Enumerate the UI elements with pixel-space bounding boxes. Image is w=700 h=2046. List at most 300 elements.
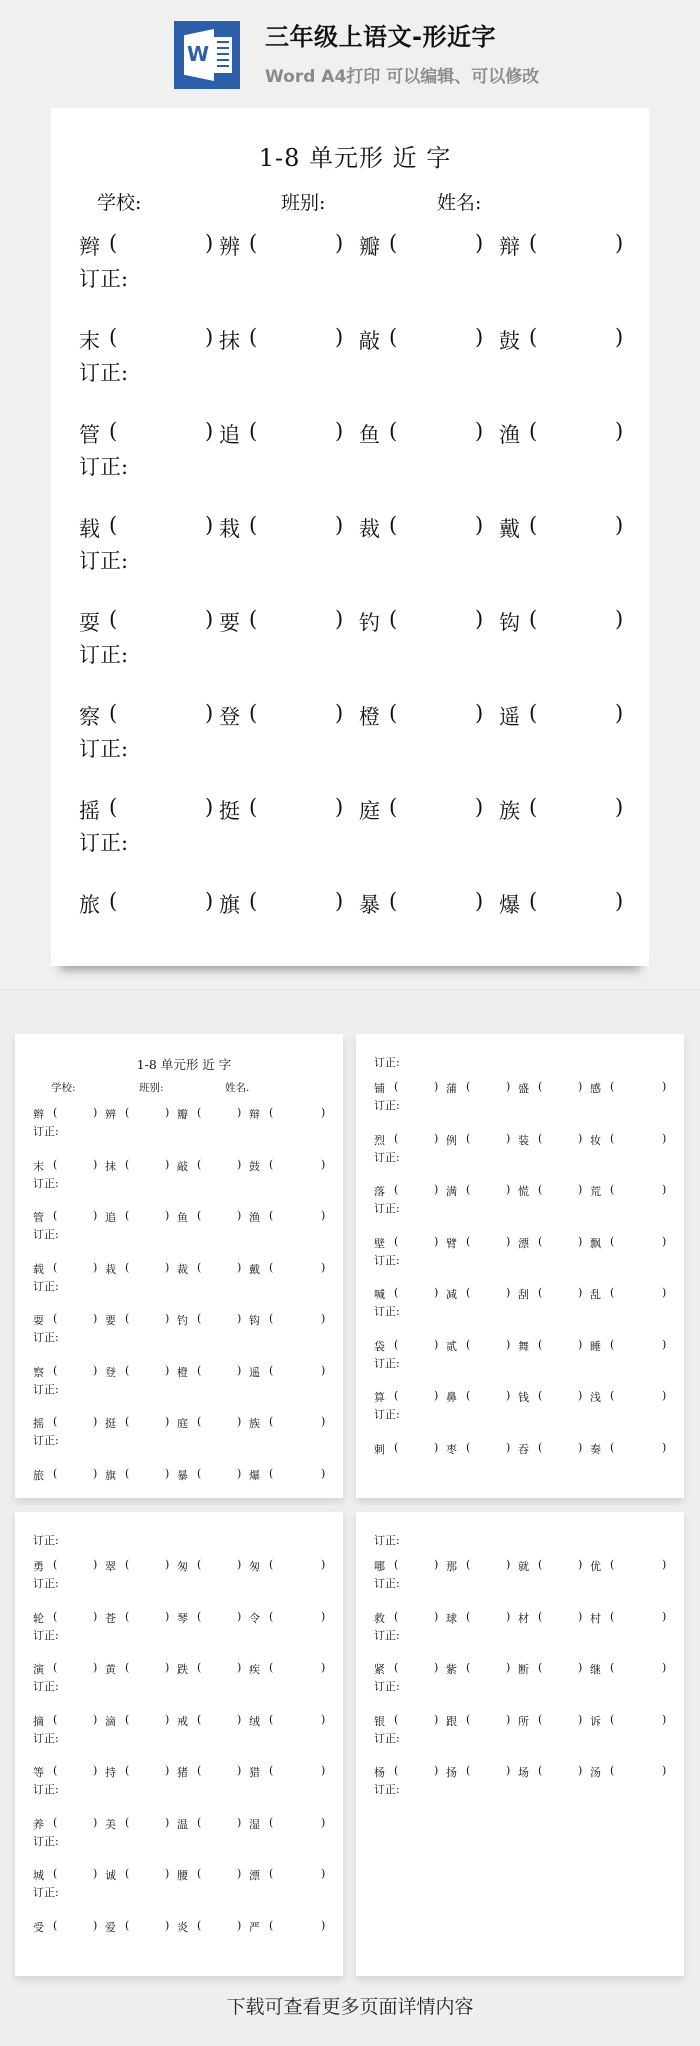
blank-close-paren: )	[165, 1661, 170, 1674]
blank-open-paren: (	[538, 1609, 543, 1623]
exercise-line	[79, 607, 639, 637]
blank-close-paren: )	[506, 1080, 511, 1093]
blank-open-paren: (	[125, 1609, 130, 1623]
correction-label: 订正:	[79, 643, 129, 667]
character: 爆	[499, 893, 520, 917]
exercise-line	[79, 325, 639, 355]
blank-close-paren: )	[434, 1080, 439, 1093]
blank-close-paren: )	[475, 795, 484, 819]
character: 鱼	[177, 1211, 188, 1224]
blank-close-paren: )	[434, 1286, 439, 1299]
character: 诚	[105, 1869, 116, 1882]
blank-open-paren: (	[529, 513, 538, 537]
exercise-line	[79, 795, 639, 825]
blank-close-paren: )	[662, 1609, 667, 1623]
blank-close-paren: )	[93, 1918, 98, 1932]
blank-close-paren: )	[205, 231, 214, 255]
correction-label: 订正:	[374, 1628, 400, 1642]
character: 末	[33, 1159, 44, 1173]
correction-label: 订正:	[33, 1886, 59, 1899]
blank-open-paren: (	[389, 419, 398, 443]
character: 城	[33, 1869, 44, 1882]
blank-close-paren: )	[578, 1712, 583, 1726]
thumbnail-exercise-row	[374, 1441, 674, 1477]
blank-open-paren: (	[53, 1712, 58, 1726]
blank-close-paren: )	[237, 1106, 242, 1119]
thumbnail-exercise-row	[33, 1415, 333, 1451]
blank-close-paren: )	[321, 1312, 326, 1325]
character: 钩	[249, 1314, 260, 1327]
character: 橙	[359, 705, 380, 729]
blank-close-paren: )	[237, 1558, 242, 1571]
blank-close-paren: )	[662, 1389, 667, 1402]
blank-close-paren: )	[615, 701, 624, 725]
correction-label: 订正:	[33, 1628, 59, 1642]
blank-close-paren: )	[165, 1157, 170, 1171]
blank-open-paren: (	[197, 1558, 202, 1571]
blank-close-paren: )	[335, 607, 344, 631]
blank-close-paren: )	[615, 419, 624, 443]
correction-label: 订正:	[33, 1534, 59, 1547]
character: 渔	[499, 423, 520, 447]
blank-open-paren: (	[53, 1209, 58, 1222]
exercise-row	[79, 325, 639, 385]
correction-label: 订正:	[374, 1408, 400, 1421]
character: 烈	[374, 1133, 385, 1147]
blank-open-paren: (	[269, 1157, 274, 1171]
character: 辨	[219, 235, 240, 259]
blank-close-paren: )	[165, 1867, 170, 1880]
blank-open-paren: (	[610, 1712, 615, 1726]
blank-close-paren: )	[93, 1209, 98, 1222]
blank-open-paren: (	[125, 1106, 130, 1119]
blank-close-paren: )	[165, 1764, 170, 1777]
blank-open-paren: (	[53, 1260, 58, 1274]
blank-close-paren: )	[615, 795, 624, 819]
exercise-line	[79, 513, 639, 543]
blank-close-paren: )	[335, 513, 344, 537]
blank-close-paren: )	[434, 1234, 439, 1248]
blank-close-paren: )	[93, 1466, 98, 1480]
character: 戴	[499, 517, 520, 541]
blank-close-paren: )	[321, 1918, 326, 1932]
correction-label: 订正:	[33, 1331, 59, 1344]
blank-close-paren: )	[93, 1363, 98, 1377]
blank-close-paren: )	[615, 325, 624, 349]
thumbnail-exercise-row	[374, 1558, 674, 1594]
character: 渔	[249, 1211, 260, 1224]
character: 旗	[105, 1468, 116, 1482]
character: 算	[374, 1391, 385, 1404]
character: 滴	[105, 1714, 116, 1728]
word-icon-lines	[214, 37, 232, 73]
blank-close-paren: )	[434, 1183, 439, 1196]
blank-close-paren: )	[93, 1157, 98, 1171]
thumbnail-exercise-row	[374, 1338, 674, 1374]
character: 族	[249, 1417, 260, 1430]
thumbnail-exercise-row	[33, 1713, 333, 1749]
character: 壁	[374, 1236, 385, 1250]
character: 继	[590, 1663, 601, 1676]
thumbnail-page-3[interactable]	[15, 1512, 343, 1976]
character: 荒	[590, 1185, 601, 1198]
thumbnail-school-label: 学校:	[51, 1082, 76, 1094]
character: 爱	[105, 1920, 116, 1934]
blank-open-paren: (	[466, 1389, 471, 1402]
blank-close-paren: )	[506, 1764, 511, 1777]
blank-close-paren: )	[237, 1260, 242, 1274]
blank-open-paren: (	[538, 1234, 543, 1248]
character: 旗	[219, 893, 240, 917]
blank-close-paren: )	[93, 1867, 98, 1880]
character: 受	[33, 1920, 44, 1934]
blank-open-paren: (	[269, 1106, 274, 1119]
blank-close-paren: )	[321, 1867, 326, 1880]
blank-open-paren: (	[53, 1918, 58, 1932]
blank-open-paren: (	[394, 1764, 399, 1777]
blank-close-paren: )	[237, 1661, 242, 1674]
header	[0, 0, 700, 100]
character: 鱼	[359, 423, 380, 447]
blank-close-paren: )	[434, 1558, 439, 1571]
correction-label: 订正:	[79, 361, 129, 385]
correction-label: 订正:	[33, 1382, 59, 1396]
character: 匆	[249, 1560, 260, 1573]
blank-close-paren: )	[321, 1815, 326, 1829]
blank-open-paren: (	[466, 1558, 471, 1571]
blank-open-paren: (	[610, 1286, 615, 1299]
blank-open-paren: (	[197, 1918, 202, 1932]
blank-open-paren: (	[197, 1106, 202, 1119]
character: 演	[33, 1663, 44, 1676]
character: 鼓	[249, 1159, 260, 1173]
correction-label: 订正:	[33, 1680, 59, 1693]
character: 跌	[177, 1663, 188, 1676]
thumbnail-exercise-row	[374, 1132, 674, 1168]
character: 猪	[177, 1766, 188, 1779]
blank-close-paren: )	[321, 1209, 326, 1222]
thumbnail-exercise-row	[33, 1158, 333, 1194]
blank-close-paren: )	[237, 1867, 242, 1880]
blank-close-paren: )	[321, 1466, 326, 1480]
correction-label: 订正:	[374, 1253, 400, 1267]
document-subtitle: Word A4打印 可以编辑、可以修改	[265, 67, 540, 87]
blank-open-paren: (	[610, 1764, 615, 1777]
correction-label: 订正:	[374, 1202, 400, 1215]
character: 要	[105, 1314, 116, 1327]
character: 蒲	[446, 1082, 457, 1095]
blank-close-paren: )	[434, 1609, 439, 1623]
blank-close-paren: )	[165, 1609, 170, 1623]
blank-open-paren: (	[394, 1661, 399, 1674]
character: 紧	[374, 1663, 385, 1676]
character: 铺	[374, 1082, 385, 1095]
blank-close-paren: )	[662, 1661, 667, 1674]
thumbnail-class-label: 班别:	[139, 1082, 164, 1094]
character: 断	[518, 1663, 529, 1676]
character: 登	[105, 1365, 116, 1379]
thumbnail-exercise-row	[374, 1661, 674, 1697]
character: 敲	[359, 329, 380, 353]
character: 袋	[374, 1339, 385, 1353]
blank-open-paren: (	[197, 1867, 202, 1880]
thumbnail-exercise-row	[33, 1558, 333, 1594]
character: 等	[33, 1766, 44, 1779]
thumbnail-exercise-row	[33, 1364, 333, 1400]
character: 挺	[219, 799, 240, 823]
blank-open-paren: (	[53, 1558, 58, 1571]
exercise-row	[79, 231, 639, 291]
thumbnail-exercise-row	[374, 1080, 674, 1116]
character: 枣	[446, 1442, 457, 1456]
blank-open-paren: (	[125, 1918, 130, 1932]
blank-open-paren: (	[125, 1312, 130, 1325]
blank-close-paren: )	[205, 513, 214, 537]
blank-close-paren: )	[237, 1764, 242, 1777]
blank-close-paren: )	[93, 1609, 98, 1623]
character: 村	[590, 1611, 601, 1625]
blank-close-paren: )	[578, 1234, 583, 1248]
blank-close-paren: )	[321, 1764, 326, 1777]
thumbnail-page-4[interactable]	[356, 1512, 684, 1976]
blank-open-paren: (	[249, 513, 258, 537]
character: 扬	[446, 1766, 457, 1779]
character: 琴	[177, 1611, 188, 1625]
character: 遥	[249, 1365, 260, 1379]
blank-open-paren: (	[53, 1764, 58, 1777]
thumbnail-exercise-row	[33, 1312, 333, 1348]
blank-open-paren: (	[269, 1260, 274, 1274]
blank-open-paren: (	[125, 1415, 130, 1428]
correction-label: 订正:	[33, 1731, 59, 1745]
character: 盛	[518, 1082, 529, 1095]
character: 腰	[177, 1869, 188, 1882]
correction-label: 订正:	[374, 1577, 400, 1590]
blank-close-paren: )	[578, 1558, 583, 1571]
thumbnail-page-2[interactable]	[356, 1034, 684, 1498]
blank-open-paren: (	[269, 1363, 274, 1377]
blank-close-paren: )	[237, 1609, 242, 1623]
exercise-row	[79, 701, 639, 761]
character: 爆	[249, 1468, 260, 1482]
character: 挺	[105, 1417, 116, 1430]
blank-close-paren: )	[321, 1363, 326, 1377]
character: 轮	[33, 1611, 44, 1625]
exercise-row	[79, 607, 639, 667]
character: 臂	[446, 1236, 457, 1250]
blank-open-paren: (	[610, 1234, 615, 1248]
character: 救	[374, 1611, 385, 1625]
character: 钱	[518, 1391, 529, 1404]
correction-label: 订正:	[33, 1577, 59, 1590]
blank-open-paren: (	[394, 1131, 399, 1145]
correction-label: 订正:	[33, 1834, 59, 1848]
character: 管	[79, 423, 100, 447]
character: 察	[79, 705, 100, 729]
character: 载	[33, 1262, 44, 1276]
character: 持	[105, 1766, 116, 1779]
blank-close-paren: )	[93, 1815, 98, 1829]
blank-open-paren: (	[394, 1234, 399, 1248]
character: 摘	[33, 1714, 44, 1728]
character: 美	[105, 1817, 116, 1831]
character: 优	[590, 1560, 601, 1573]
blank-open-paren: (	[53, 1106, 58, 1119]
character: 橙	[177, 1365, 188, 1379]
blank-open-paren: (	[125, 1157, 130, 1171]
thumbnail-exercise-row	[374, 1286, 674, 1322]
correction-label: 订正:	[33, 1176, 59, 1190]
character: 庭	[177, 1417, 188, 1430]
thumbnail-page-1[interactable]	[15, 1034, 343, 1498]
character: 耍	[79, 611, 100, 635]
blank-open-paren: (	[538, 1558, 543, 1571]
blank-open-paren: (	[125, 1558, 130, 1571]
character: 喊	[374, 1288, 385, 1301]
character: 栽	[219, 517, 240, 541]
blank-close-paren: )	[165, 1466, 170, 1480]
blank-close-paren: )	[578, 1080, 583, 1093]
blank-open-paren: (	[389, 701, 398, 725]
character: 落	[374, 1185, 385, 1198]
blank-close-paren: )	[506, 1234, 511, 1248]
blank-open-paren: (	[394, 1712, 399, 1726]
blank-close-paren: )	[475, 325, 484, 349]
blank-close-paren: )	[578, 1286, 583, 1299]
correction-label: 订正:	[79, 455, 129, 479]
character: 舞	[518, 1339, 529, 1353]
blank-open-paren: (	[466, 1440, 471, 1454]
blank-open-paren: (	[389, 513, 398, 537]
blank-close-paren: )	[335, 231, 344, 255]
character: 载	[79, 517, 100, 541]
character: 钓	[359, 611, 380, 635]
thumbnail-exercise-row	[374, 1235, 674, 1271]
character: 例	[446, 1133, 457, 1147]
blank-open-paren: (	[466, 1131, 471, 1145]
blank-close-paren: )	[475, 701, 484, 725]
blank-close-paren: )	[434, 1389, 439, 1402]
character: 绒	[249, 1714, 260, 1728]
exercise-line	[79, 889, 639, 919]
correction-label: 订正:	[374, 1356, 400, 1370]
character: 抹	[105, 1159, 116, 1173]
blank-close-paren: )	[615, 231, 624, 255]
blank-open-paren: (	[394, 1389, 399, 1402]
blank-close-paren: )	[165, 1260, 170, 1274]
character: 疾	[249, 1663, 260, 1676]
blank-open-paren: (	[538, 1131, 543, 1145]
character: 严	[249, 1920, 260, 1934]
thumbnail-exercise-row	[33, 1816, 333, 1852]
character: 抹	[219, 329, 240, 353]
blank-open-paren: (	[53, 1466, 58, 1480]
blank-open-paren: (	[125, 1815, 130, 1829]
blank-open-paren: (	[197, 1466, 202, 1480]
character: 养	[33, 1817, 44, 1831]
blank-open-paren: (	[249, 795, 258, 819]
exercise-row	[79, 889, 639, 949]
character: 刺	[374, 1442, 385, 1456]
blank-close-paren: )	[93, 1661, 98, 1674]
character: 瓣	[359, 235, 380, 259]
blank-close-paren: )	[165, 1558, 170, 1571]
blank-open-paren: (	[125, 1209, 130, 1222]
character: 匆	[177, 1560, 188, 1573]
blank-open-paren: (	[197, 1415, 202, 1428]
blank-open-paren: (	[389, 231, 398, 255]
worksheet-title: 1-8 单元形 近 字	[258, 144, 452, 172]
blank-close-paren: )	[578, 1661, 583, 1674]
blank-close-paren: )	[662, 1440, 667, 1454]
blank-open-paren: (	[394, 1440, 399, 1454]
blank-close-paren: )	[165, 1106, 170, 1119]
download-more-link[interactable]: 下载可查看更多页面详情内容	[226, 1996, 474, 2018]
character: 旅	[33, 1468, 44, 1482]
blank-open-paren: (	[610, 1183, 615, 1196]
thumbnail-exercise-row	[374, 1713, 674, 1749]
correction-label: 订正:	[33, 1125, 59, 1138]
correction-label: 订正:	[374, 1534, 400, 1547]
blank-open-paren: (	[269, 1661, 274, 1674]
character: 所	[518, 1714, 529, 1728]
blank-close-paren: )	[93, 1415, 98, 1428]
blank-open-paren: (	[538, 1389, 543, 1402]
character: 猎	[249, 1766, 260, 1779]
blank-open-paren: (	[109, 419, 118, 443]
blank-close-paren: )	[93, 1312, 98, 1325]
blank-close-paren: )	[506, 1389, 511, 1402]
thumbnail-exercise-row	[33, 1867, 333, 1903]
character: 要	[219, 611, 240, 635]
blank-close-paren: )	[237, 1312, 242, 1325]
blank-close-paren: )	[237, 1466, 242, 1480]
blank-open-paren: (	[197, 1764, 202, 1777]
blank-close-paren: )	[335, 419, 344, 443]
blank-close-paren: )	[475, 513, 484, 537]
exercise-row	[79, 513, 639, 573]
correction-label: 订正:	[33, 1279, 59, 1293]
blank-close-paren: )	[506, 1337, 511, 1351]
blank-close-paren: )	[237, 1712, 242, 1726]
blank-open-paren: (	[466, 1337, 471, 1351]
blank-open-paren: (	[109, 701, 118, 725]
blank-open-paren: (	[269, 1466, 274, 1480]
correction-label: 订正:	[374, 1783, 400, 1796]
character: 旅	[79, 893, 100, 917]
blank-open-paren: (	[269, 1558, 274, 1571]
blank-open-paren: (	[466, 1712, 471, 1726]
correction-label: 订正:	[33, 1434, 59, 1447]
blank-close-paren: )	[237, 1815, 242, 1829]
blank-open-paren: (	[394, 1080, 399, 1093]
blank-close-paren: )	[506, 1131, 511, 1145]
blank-open-paren: (	[610, 1661, 615, 1674]
character: 球	[446, 1611, 457, 1625]
blank-close-paren: )	[93, 1712, 98, 1726]
blank-open-paren: (	[529, 231, 538, 255]
blank-open-paren: (	[529, 795, 538, 819]
blank-open-paren: (	[269, 1867, 274, 1880]
blank-close-paren: )	[662, 1337, 667, 1351]
character: 奏	[590, 1442, 601, 1456]
blank-open-paren: (	[538, 1183, 543, 1196]
blank-open-paren: (	[109, 607, 118, 631]
blank-close-paren: )	[205, 795, 214, 819]
blank-open-paren: (	[109, 889, 118, 913]
word-document-icon	[174, 21, 240, 89]
correction-label: 订正:	[79, 831, 129, 855]
